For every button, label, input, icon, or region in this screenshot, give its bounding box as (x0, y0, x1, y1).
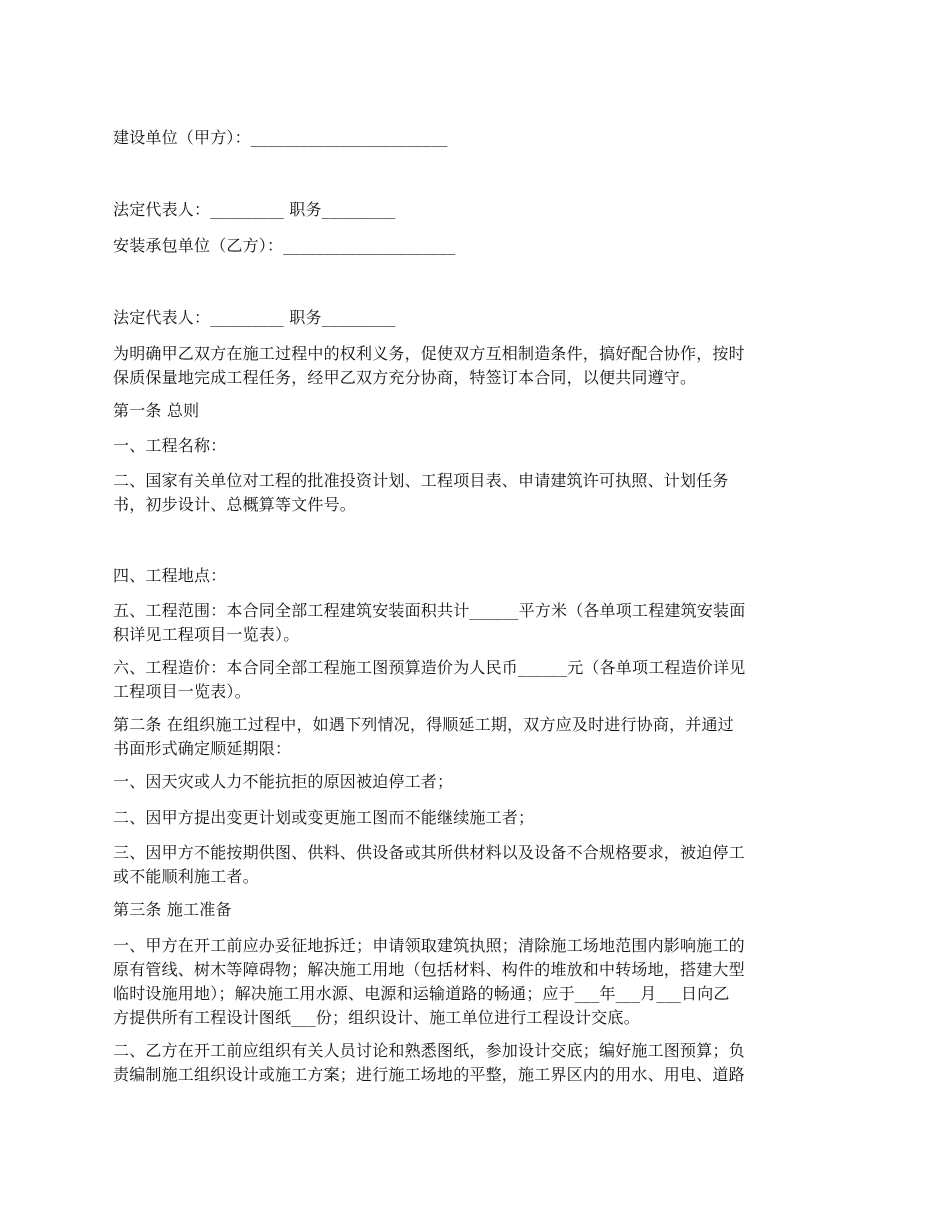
article-1-item-4: 四、工程地点： (113, 566, 227, 585)
article-1-item-6 (113, 656, 837, 704)
intro-paragraph (113, 342, 837, 390)
article-1-item-5 (113, 599, 837, 647)
article-3-title: 第三条 施工准备 (113, 900, 232, 919)
article-2-item-1: 一、因天灾或人力不能抗拒的原因被迫停工者； (113, 772, 454, 791)
party-b-line: 安装承包单位（乙方）：_____________________ (113, 236, 456, 255)
article-1-item-1: 一、工程名称： (113, 436, 227, 455)
article-3-item-1-line-2: 原有管线、树木等障碍物；解决施工用地（包括材料、构件的堆放和中转场地，搭建大型 (113, 960, 745, 979)
article-2-item-3-line-1: 三、因甲方不能按期供图、供料、供设备或其所供材料以及设备不合规格要求，被迫停工 (113, 843, 745, 862)
party-a-line: 建设单位（甲方）：________________________ (113, 128, 448, 147)
article-3-item-2 (113, 1039, 837, 1087)
article-1-item-2-line-2: 书，初步设计、总概算等文件号。 (113, 495, 357, 514)
article-2-item-3 (113, 841, 837, 889)
article-1-item-6-line-2: 工程项目一览表）。 (113, 682, 251, 701)
article-2-title-line-2: 书面形式确定顺延期限： (113, 739, 292, 758)
intro-line-2: 保质保量地完成工程任务，经甲乙双方充分协商，特签订本合同，以便共同遵守。 (113, 368, 697, 387)
article-3-item-1-line-3: 临时设施用地）；解决施工用水源、电源和运输道路的畅通；应于___年___月___日向乙 (113, 984, 730, 1003)
article-2-title-line-1: 第二条 在组织施工过程中，如遇下列情况，得顺延工期，双方应及时进行协商，并通过 (113, 715, 734, 734)
article-3-item-1-line-1: 一、甲方在开工前应办妥征地拆迁；申请领取建筑执照；清除施工场地范围内影响施工的 (113, 936, 745, 955)
article-2-title (113, 713, 837, 761)
article-3-item-2-line-2: 责编制施工组织设计或施工方案；进行施工场地的平整，施工界区内的用水、用电、道路 (113, 1065, 745, 1084)
intro-line-1: 为明确甲乙双方在施工过程中的权利义务，促使双方互相制造条件，搞好配合协作，按时 (113, 344, 745, 363)
article-2-item-2: 二、因甲方提出变更计划或变更施工图而不能继续施工者； (113, 808, 535, 827)
article-1-item-5-line-2: 积详见工程项目一览表）。 (113, 625, 300, 644)
party-a-representative-line: 法定代表人：_________ 职务_________ (113, 200, 396, 219)
article-2-item-3-line-2: 或不能顺利施工者。 (113, 867, 259, 886)
article-3-item-2-line-1: 二、乙方在开工前应组织有关人员讨论和熟悉图纸，参加设计交底；编好施工图预算；负 (113, 1041, 745, 1060)
article-1-item-2-line-1: 二、国家有关单位对工程的批准投资计划、工程项目表、申请建筑许可执照、计划任务 (113, 471, 729, 490)
article-3-item-1 (113, 934, 837, 1030)
article-1-item-5-line-1: 五、工程范围：本合同全部工程建筑安装面积共计______平方米（各单项工程建筑安装面 (113, 601, 746, 620)
party-b-representative-line: 法定代表人：_________ 职务_________ (113, 308, 396, 327)
article-1-item-2 (113, 469, 837, 517)
article-3-item-1-line-4: 方提供所有工程设计图纸___份；组织设计、施工单位进行工程设计交底。 (113, 1008, 640, 1027)
article-1-item-6-line-1: 六、工程造价：本合同全部工程施工图预算造价为人民币______元（各单项工程造价详见 (113, 658, 746, 677)
article-1-title: 第一条 总则 (113, 401, 200, 420)
